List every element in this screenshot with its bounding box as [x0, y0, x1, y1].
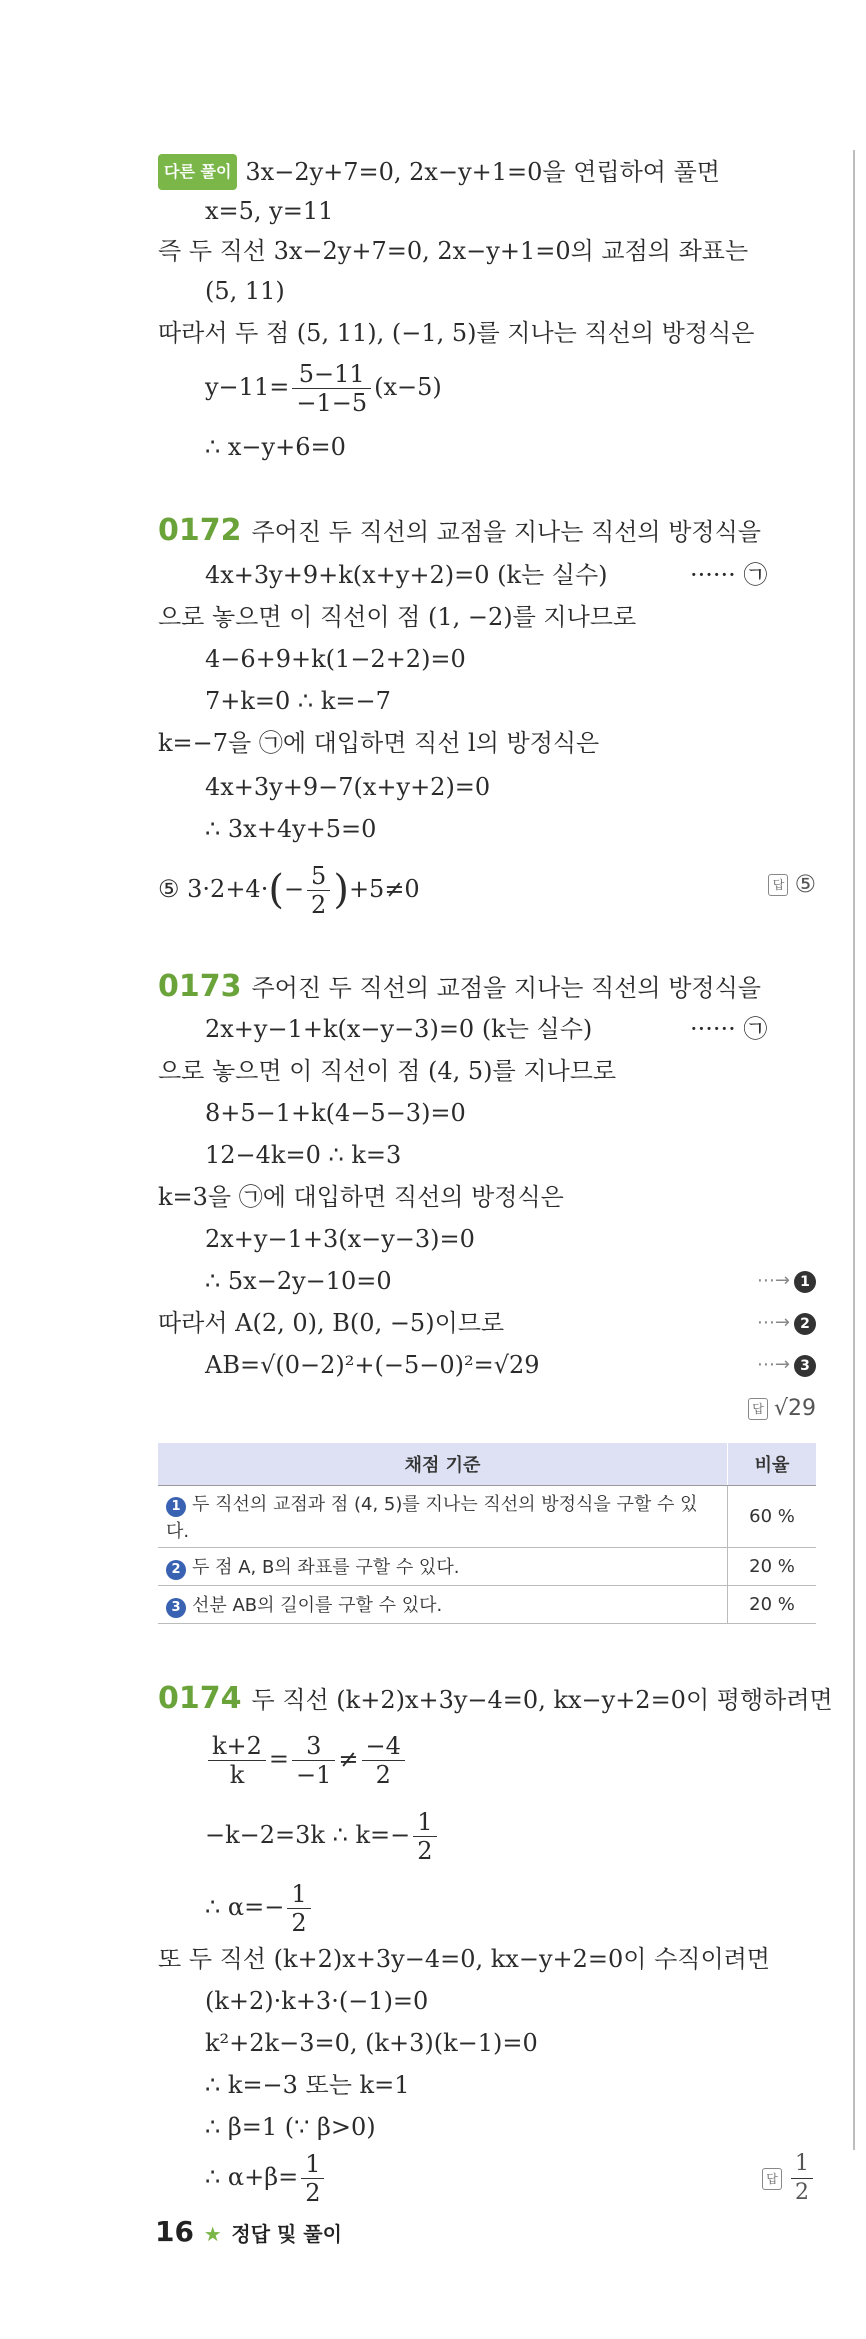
eq-lhs: y−11= [205, 373, 290, 401]
ratio-cell: 20 % [728, 1548, 817, 1586]
answer-value: √29 [773, 1396, 816, 1421]
problem-0173-line3: 으로 놓으면 이 직선이 점 (4, 5)를 지나므로 [158, 1057, 617, 1085]
problem-number: 0172 [158, 513, 242, 548]
table-row [158, 1548, 816, 1586]
problem-0174-line5: 또 두 직선 (k+2)x+3y−4=0, kx−y+2=0이 수직이려면 [158, 1945, 770, 1973]
answer-label: 답 [762, 2168, 782, 2190]
step-marker-3: ⋯→ 3 [757, 1354, 816, 1377]
denominator: k [229, 1761, 245, 1789]
answer-0173 [748, 1396, 816, 1421]
problem-0173-line2: 2x+y−1+k(x−y−3)=0 (k는 실수) [205, 1015, 593, 1043]
step-number: 2 [794, 1313, 816, 1335]
problem-0174-line6: (k+2)·k+3·(−1)=0 [205, 1987, 429, 2015]
problem-0174-line8: ∴ k=−3 또는 k=1 [205, 2071, 410, 2099]
problem-0172-line4: 4−6+9+k(1−2+2)=0 [205, 645, 466, 673]
problem-0174-line1 [158, 1682, 833, 1717]
fraction [208, 1732, 266, 1789]
alt-solution-line7: ∴ x−y+6=0 [205, 433, 346, 461]
problem-0173-line6: k=3을 ㉠에 대입하면 직선의 방정식은 [158, 1183, 564, 1211]
denominator: 2 [795, 2180, 809, 2205]
problem-0174-line9: ∴ β=1 (∵ β>0) [205, 2113, 376, 2141]
problem-0173-line1 [158, 970, 761, 1005]
text: −k−2=3k ∴ k=− [205, 1821, 411, 1849]
problem-0173-line10: AB=√(0−2)²+(−5−0)²=√29 [205, 1351, 540, 1379]
fraction [301, 2150, 324, 2207]
fraction [413, 1808, 436, 1865]
fraction [292, 360, 371, 417]
page-number: 16 [155, 2215, 194, 2248]
equation-tag: ······ ㉠ [690, 1015, 768, 1043]
text: ∴ α+β= [205, 2163, 299, 2191]
star-icon: ★ [203, 2222, 222, 2246]
denominator: 2 [311, 891, 327, 919]
header-criteria: 채점 기준 [158, 1443, 728, 1486]
problem-0173-line9: 따라서 A(2, 0), B(0, −5)이므로 [158, 1309, 505, 1337]
numerator: 1 [413, 1808, 436, 1837]
numerator: 1 [287, 1880, 310, 1909]
denominator: 2 [417, 1837, 433, 1865]
problem-number: 0174 [158, 1681, 242, 1716]
text: ⑤ 3·2+4· [158, 875, 269, 903]
grading-table [158, 1443, 816, 1624]
row-number: 3 [166, 1598, 186, 1618]
text: ∴ α=− [205, 1893, 285, 1921]
page-footer [155, 2215, 342, 2248]
alt-text: 3x−2y+7=0, 2x−y+1=0을 연립하여 풀면 [245, 158, 720, 186]
problem-0172-line5: 7+k=0 ∴ k=−7 [205, 687, 391, 715]
ratio-cell: 20 % [728, 1586, 817, 1624]
step-marker-2: ⋯→ 2 [757, 1312, 816, 1335]
table-row [158, 1486, 816, 1548]
problem-0174-line3 [205, 1808, 440, 1865]
criteria-cell [158, 1486, 728, 1548]
header-ratio: 비율 [728, 1443, 817, 1486]
fraction [292, 1732, 335, 1789]
answer-0174 [762, 2150, 816, 2207]
denominator: −1−5 [296, 389, 368, 417]
problem-0172-line8: ∴ 3x+4y+5=0 [205, 815, 377, 843]
fraction [791, 2150, 813, 2207]
ratio-cell: 60 % [728, 1486, 817, 1548]
denominator: 2 [305, 2179, 321, 2207]
alt-solution-line3: 즉 두 직선 3x−2y+7=0, 2x−y+1=0의 교점의 좌표는 [158, 237, 749, 265]
table-header-row [158, 1443, 816, 1486]
problem-0174-line4 [205, 1880, 314, 1937]
step-number: 1 [794, 1271, 816, 1293]
problem-0172-line2: 4x+3y+9+k(x+y+2)=0 (k는 실수) [205, 561, 608, 589]
problem-0174-line2: $\frac{k+2}{k}$ = $\frac{3}{-1}$ ≠ $\frac{-4}{2}$ [205, 1732, 408, 1789]
alt-solution-line2: x=5, y=11 [205, 197, 334, 225]
numerator: −4 [362, 1732, 405, 1761]
problem-0173-line7: 2x+y−1+3(x−y−3)=0 [205, 1225, 475, 1253]
margin-rule [853, 150, 855, 2150]
criteria-text: 선분 AB의 길이를 구할 수 있다. [192, 1595, 443, 1616]
alt-solution-line6 [205, 360, 442, 417]
numerator: 3 [292, 1732, 335, 1761]
row-number: 1 [166, 1497, 186, 1517]
footer-title: 정답 및 풀이 [231, 2222, 342, 2246]
text: +5≠0 [348, 875, 420, 903]
fraction [307, 862, 330, 919]
answer-value: ⑤ [794, 870, 816, 898]
problem-0173-line4: 8+5−1+k(4−5−3)=0 [205, 1099, 466, 1127]
alt-solution-line5: 따라서 두 점 (5, 11), (−1, 5)를 지나는 직선의 방정식은 [158, 319, 755, 347]
fraction [362, 1732, 405, 1789]
problem-0172-line9: ⑤ 3·2+4·(− $\frac{5}{2}$ )+5≠0 [158, 862, 420, 919]
criteria-text: 두 점 A, B의 좌표를 구할 수 있다. [192, 1557, 460, 1578]
problem-0174-line10 [205, 2150, 327, 2207]
problem-0172-line3: 으로 놓으면 이 직선이 점 (1, −2)를 지나므로 [158, 603, 637, 631]
problem-0172-line1 [158, 514, 761, 549]
alt-solution-line1 [158, 154, 720, 190]
alt-solution-line4: (5, 11) [205, 277, 285, 305]
numerator: 1 [791, 2150, 813, 2179]
alt-solution-badge: 다른 풀이 [158, 154, 237, 190]
step-marker-1: ⋯→ 1 [757, 1270, 816, 1293]
denominator: −1 [296, 1761, 332, 1789]
denominator: 2 [291, 1909, 307, 1937]
problem-0172-line6: k=−7을 ㉠에 대입하면 직선 l의 방정식은 [158, 729, 600, 757]
row-number: 2 [166, 1560, 186, 1580]
numerator: 5 [307, 862, 330, 891]
answer-label: 답 [748, 1398, 768, 1420]
criteria-cell [158, 1586, 728, 1624]
text: 주어진 두 직선의 교점을 지나는 직선의 방정식을 [251, 518, 761, 546]
text: 두 직선 (k+2)x+3y−4=0, kx−y+2=0이 평행하려면 [251, 1686, 833, 1714]
criteria-cell [158, 1548, 728, 1586]
problem-0173-line5: 12−4k=0 ∴ k=3 [205, 1141, 402, 1169]
step-number: 3 [794, 1355, 816, 1377]
problem-0172-line7: 4x+3y+9−7(x+y+2)=0 [205, 773, 491, 801]
numerator: k+2 [208, 1732, 266, 1761]
problem-0174-line7: k²+2k−3=0, (k+3)(k−1)=0 [205, 2029, 538, 2057]
denominator: 2 [375, 1761, 391, 1789]
problem-number: 0173 [158, 969, 242, 1004]
criteria-text: 두 직선의 교점과 점 (4, 5)를 지나는 직선의 방정식을 구할 수 있다. [166, 1494, 698, 1542]
eq-rhs: (x−5) [374, 373, 442, 401]
problem-0173-line8: ∴ 5x−2y−10=0 [205, 1267, 392, 1295]
fraction [287, 1880, 310, 1937]
table-row [158, 1586, 816, 1624]
answer-0172 [768, 870, 816, 898]
numerator: 1 [301, 2150, 324, 2179]
answer-label: 답 [768, 874, 788, 896]
equation-tag: ······ ㉠ [690, 561, 768, 589]
text: 주어진 두 직선의 교점을 지나는 직선의 방정식을 [251, 974, 761, 1002]
numerator: 5−11 [292, 360, 371, 389]
